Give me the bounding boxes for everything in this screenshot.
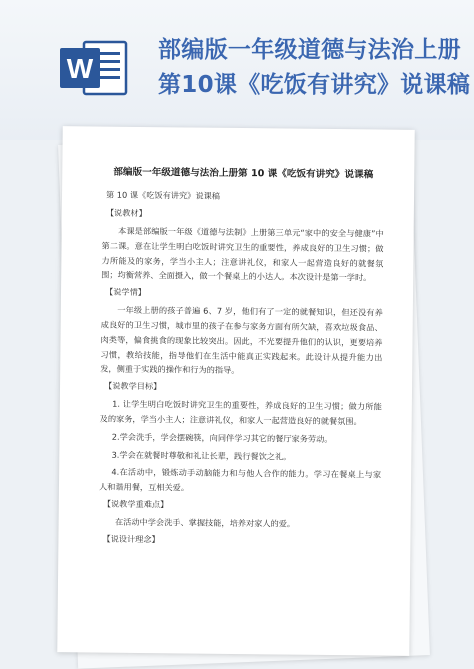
- page-title-line-2: 第10课《吃饭有讲究》说课稿: [158, 72, 471, 98]
- document-subtitle: 第 10 课《吃饭有讲究》说课稿: [105, 189, 220, 201]
- section-heading-goals: 【说教学目标】: [103, 380, 162, 392]
- document-preview: [60, 128, 422, 658]
- section-paragraph: 本课是部编版一年级《道德与法制》上册第三单元“家中的安全与健康”中第二课。意在让学生明白吃饭时讲究卫生的重要性，养成良好的卫生习惯；做力所能及的家务，学当小主人；注意讲礼仪，和家人一起营造良好的就餐氛围；均衡营养、全面摄入，做一个餐桌上的小达人。本次设计是第一学时。: [101, 225, 384, 283]
- header-banner: [0, 0, 474, 140]
- document-title: 部编版一年级道德与法治上册第 10 课《吃饭有讲究》说课稿: [113, 166, 374, 181]
- goal-item: 2.学会洗手，学会摆碗筷，向同伴学习其它的餐厅家务劳动。: [111, 431, 333, 444]
- goal-item: 1. 让学生明白吃饭时讲究卫生的重要性，养成良好的卫生习惯；做力所能及的家务，学当小主人；注意讲礼仪，和家人一起营造良好的就餐氛围。: [99, 398, 382, 427]
- section-heading-key-points: 【说教学重难点】: [102, 498, 169, 510]
- word-icon: [58, 36, 130, 100]
- document-page: [57, 126, 414, 656]
- section-heading-design: 【说设计理念】: [102, 533, 160, 544]
- word-logo-letter: W: [66, 53, 94, 84]
- section-heading-students: 【说学情】: [104, 286, 147, 298]
- page-title-line-1: 部编版一年级道德与法治上册: [158, 37, 461, 63]
- section-paragraph: 一年级上册的孩子普遍 6、7 岁，他们有了一定的就餐知识，但还没有养成良好的卫生习惯，城市里的孩子在参与家务方面有所欠缺，喜欢垃圾食品、肉类等，偏食挑食的现象比较突出。因此，不光要提升他们的认识，更要培养习惯，教给技能，指导他们在生活中能真正实践起来。此设计从提升能力出发，侧重于实践的操作和行为的指导。: [100, 304, 383, 376]
- goal-item: 3.学会在就餐时尊敬和礼让长辈，践行餐饮之礼。: [111, 449, 292, 462]
- goal-item: 4.在活动中，锻炼动手动脑能力和与他人合作的能力。学习在餐桌上与家人和谐用餐，互相关爱。: [98, 467, 382, 493]
- section-heading-textbook: 【说教材】: [105, 207, 147, 219]
- section-paragraph: 在活动中学会洗手、掌握技能，培养对家人的爱。: [114, 516, 296, 529]
- page-title: [158, 33, 471, 103]
